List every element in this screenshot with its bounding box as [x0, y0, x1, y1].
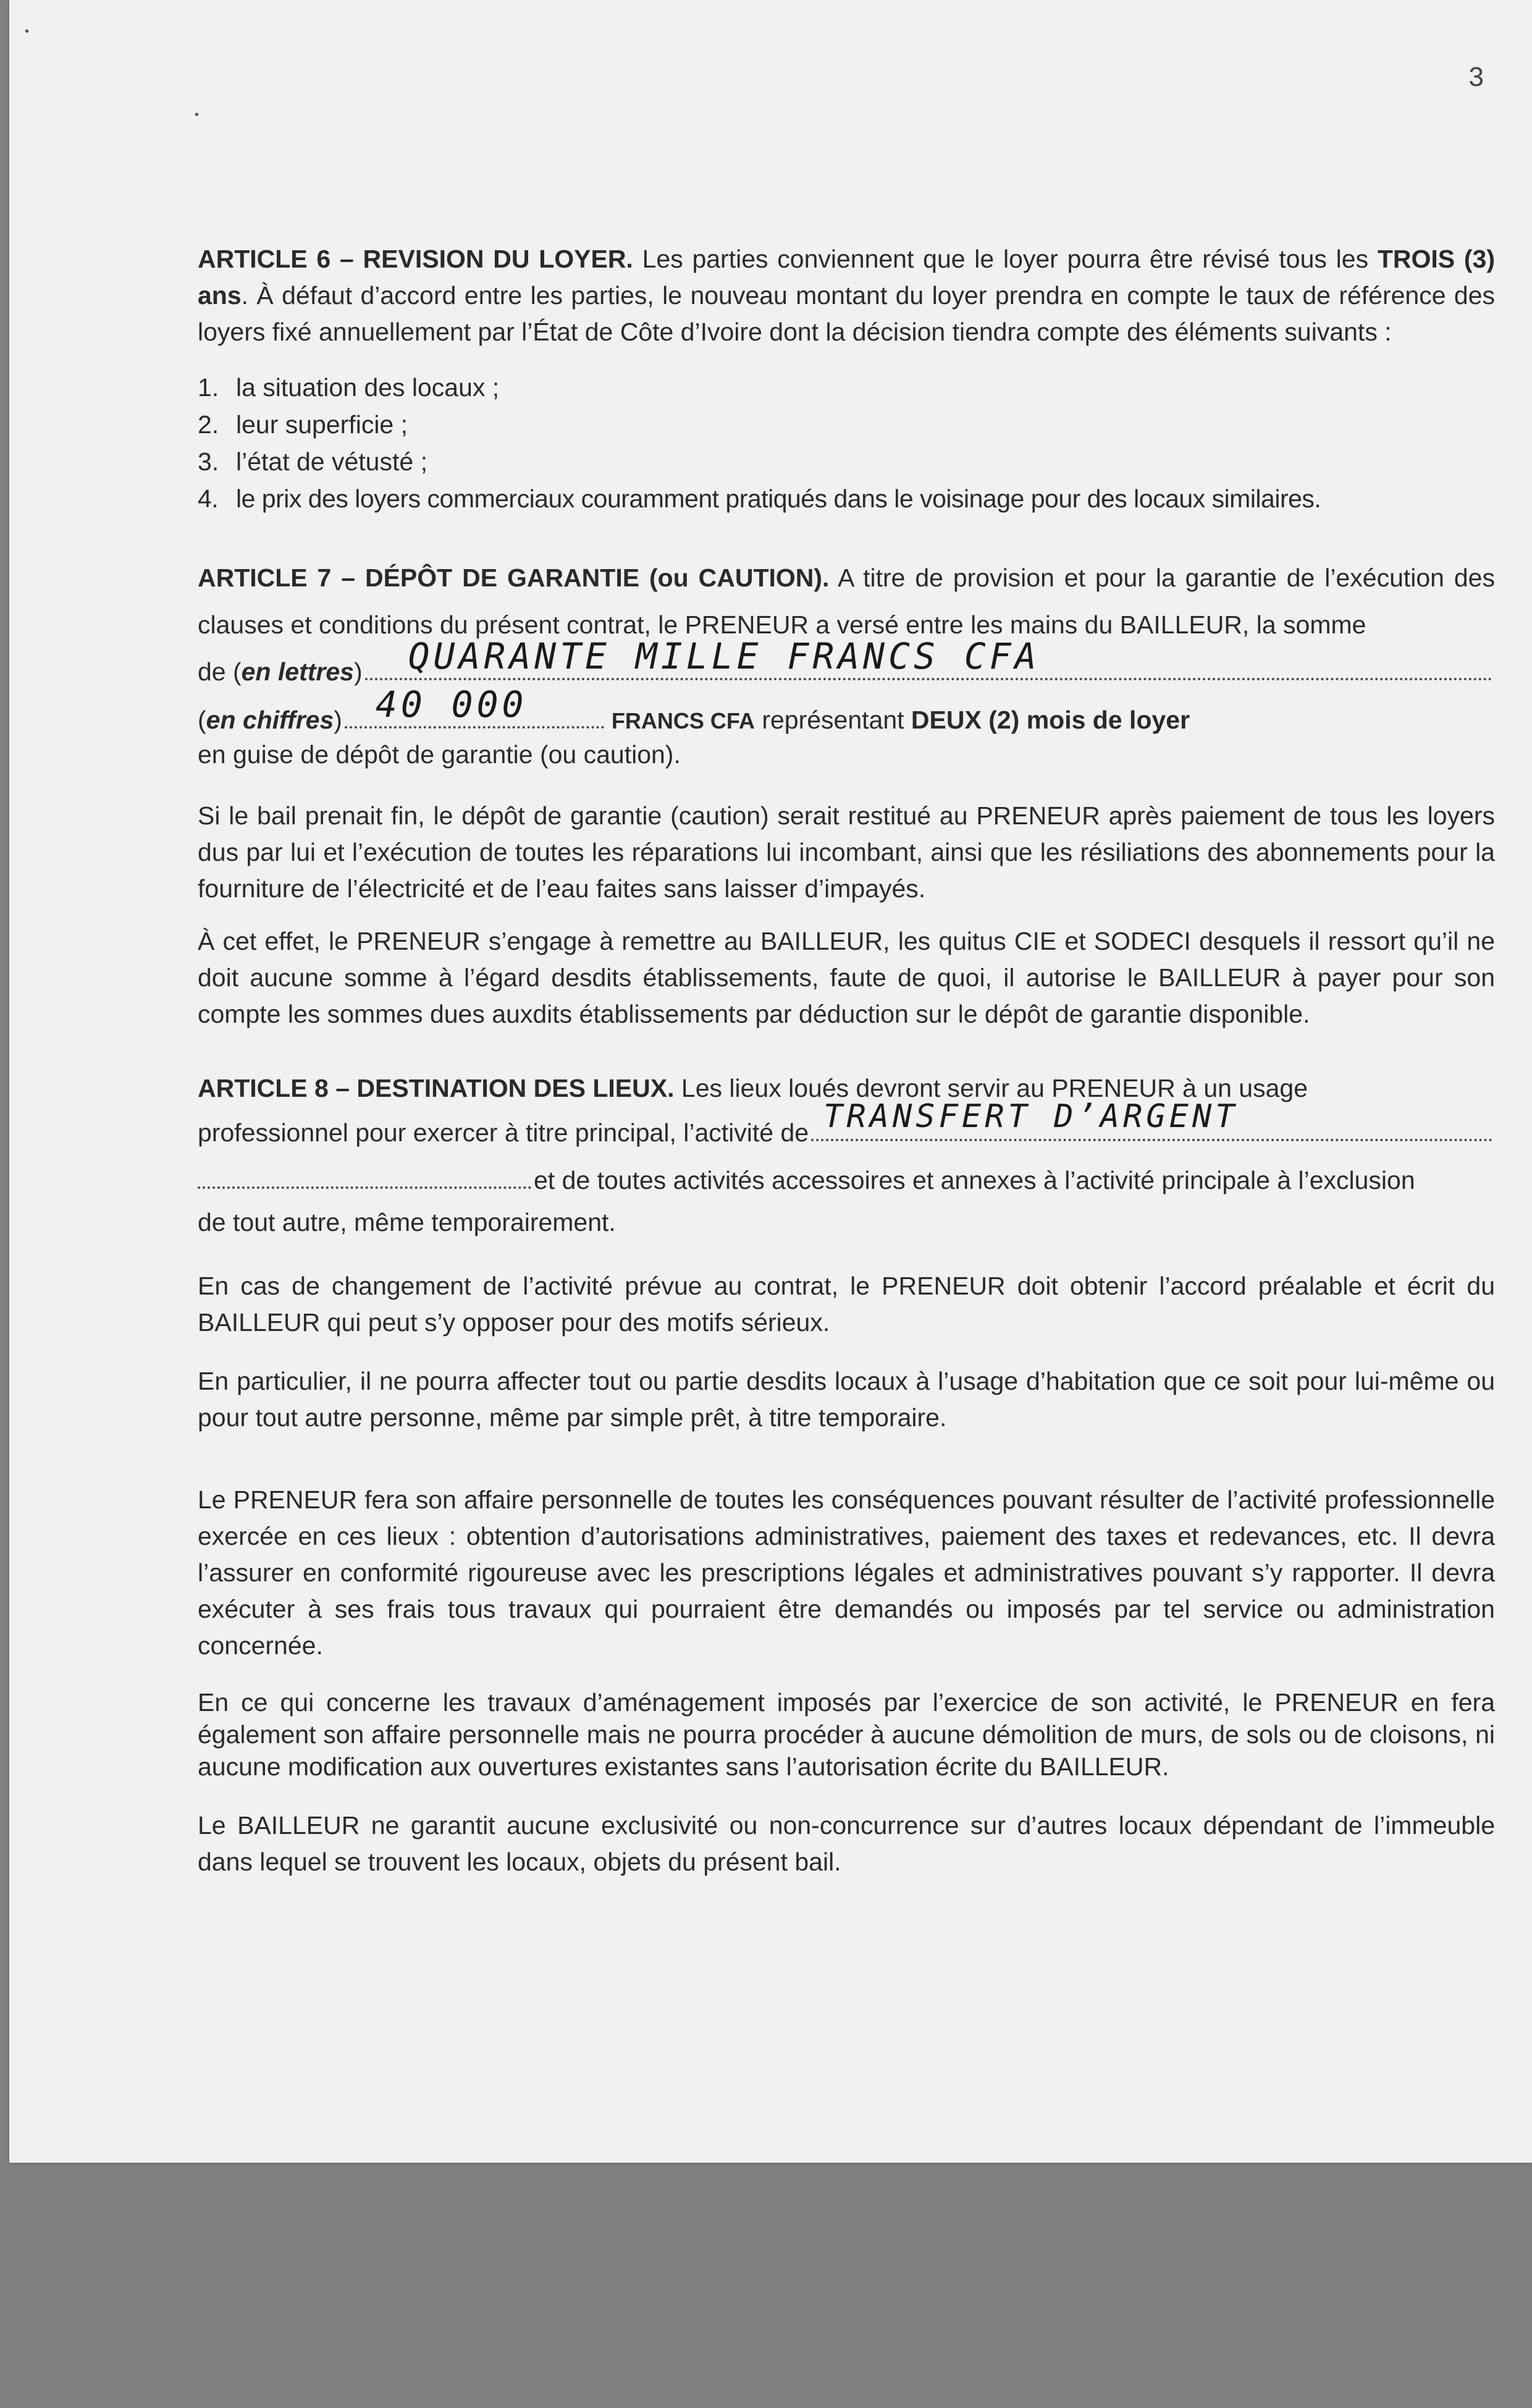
list-item — [198, 406, 1495, 443]
months-of-rent: DEUX (2) mois de loyer — [911, 706, 1190, 734]
activity-line — [198, 1098, 1495, 1157]
list-item-number: 2. — [198, 410, 219, 439]
handwritten-amount-figures: 40 000 — [375, 683, 528, 725]
article-6-paragraph — [198, 241, 1495, 350]
currency-label: FRANCS CFA — [611, 708, 755, 733]
document-page — [9, 0, 1532, 2163]
handwritten-amount-letters: QUARANTE MILLE FRANCS CFA — [408, 635, 1040, 677]
guarantee-suffix: en guise de dépôt de garantie (ou caution). — [198, 740, 681, 769]
article-7-refund-paragraph: Si le bail prenait fin, le dépôt de garantie (caution) serait restitué au PRENEUR après paiement de tous les loyers dus par lui et l’exécution de toutes les réparations lui incombant, ainsi que les résiliations des abonnements pour la fourniture de l’électricité et de l’eau faites sans laisser d’impayés. — [198, 801, 1495, 903]
article-8-intro: Les lieux loués devront servir au PRENEUR à un usage — [674, 1074, 1308, 1102]
amount-letters-suffix: ) — [353, 657, 363, 686]
amount-figures-label-text: en chiffres — [206, 706, 334, 734]
scan-speck: • — [25, 25, 30, 38]
list-item-number: 1. — [198, 373, 219, 402]
list-item-number: 4. — [198, 484, 219, 513]
article-8-section — [198, 1068, 1495, 1880]
amount-letters-field — [365, 635, 1492, 680]
article-6-text-after: . À défaut d’accord entre les parties, le nouveau montant du loyer prendra en compte le taux de référence des loyers fixé annuellement par l’État de Côte d’Ivoire dont la décision tiendra compte des éléments suivants : — [198, 281, 1495, 346]
activity-prefix: professionnel pour exercer à titre principal, l’activité de — [198, 1118, 809, 1147]
activity-continuation-line — [198, 1157, 1495, 1203]
page-number: 3 — [1468, 62, 1484, 92]
amount-figures-suffix: ) — [334, 706, 342, 734]
list-item-text: la situation des locaux ; — [236, 373, 500, 402]
represents-text: représentant — [754, 706, 911, 734]
article-6-title: ARTICLE 6 – REVISION DU LOYER. — [198, 245, 633, 273]
list-item-text: le prix des loyers commerciaux couramment pratiqués dans le voisinage pour des locaux similaires. — [236, 484, 1321, 513]
amount-letters-label-text: en lettres — [241, 657, 354, 686]
revision-criteria-list — [198, 369, 1495, 517]
article-7-quitus-paragraph: À cet effet, le PRENEUR s’engage à remettre au BAILLEUR, les quitus CIE et SODECI desquels il ressort qu’il ne doit aucune somme à l’égard desdits établissements, faute de quoi, il autorise le BAILLEUR à payer pour son compte les sommes dues auxdits établissements par déduction sur le dépôt de garantie disponible. — [198, 927, 1495, 1028]
article-8-title: ARTICLE 8 – DESTINATION DES LIEUX. — [198, 1074, 675, 1102]
list-item — [198, 480, 1495, 517]
amount-letters-prefix: de ( — [198, 657, 242, 686]
article-6-text-before: Les parties conviennent que le loyer pourra être révisé tous les — [633, 245, 1378, 273]
amount-letters-label — [198, 648, 363, 696]
list-item-text: l’état de vétusté ; — [236, 447, 427, 476]
article-8-habitation-paragraph: En particulier, il ne pourra affecter tout ou partie desdits locaux à l’usage d’habitation que ce soit pour lui-même ou pour tout autre personne, même par simple prêt, à titre temporaire. — [198, 1367, 1495, 1432]
article-7-intro: A titre de provision et pour la garantie de l’exécution des clauses et conditions du présent contrat, le PRENEUR a versé entre les mains du BAILLEUR, la somme — [198, 564, 1495, 639]
list-item-number: 3. — [198, 447, 219, 476]
document-body — [198, 241, 1495, 1903]
article-8-exclusivity-paragraph: Le BAILLEUR ne garantit aucune exclusivité ou non-concurrence sur d’autres locaux dépendant de l’immeuble dans lequel se trouvent les locaux, objets du présent bail. — [198, 1811, 1495, 1876]
activity-field — [811, 1098, 1492, 1141]
amount-figures-prefix: ( — [198, 706, 206, 734]
article-7-title: ARTICLE 7 – DÉPÔT DE GARANTIE (ou CAUTION). — [198, 564, 830, 592]
list-item-text: leur superficie ; — [236, 410, 408, 439]
article-8-consequences-paragraph: Le PRENEUR fera son affaire personnelle de toutes les conséquences pouvant résulter de l’activité professionnelle exercée en ces lieux : obtention d’autorisations administratives, paiement des taxes et redevances, etc. Il devra l’assurer en conformité rigoureuse avec les prescriptions légales et administratives pouvant s’y rapporter. Il devra exécuter à ses frais tous travaux qui pourraient être demandés ou imposés par tel service ou administration concernée. — [198, 1485, 1495, 1660]
handwritten-activity: TRANSFERT D’ARGENT — [823, 1098, 1239, 1135]
list-item — [198, 443, 1495, 480]
activity-continuation-dots — [198, 1168, 531, 1189]
scan-speck: • — [195, 108, 200, 122]
activity-end: de tout autre, même temporairement. — [198, 1208, 616, 1236]
amount-figures-field — [345, 683, 604, 729]
activity-suffix: et de toutes activités accessoires et annexes à l’activité principale à l’exclusion — [534, 1166, 1415, 1194]
article-8-change-paragraph: En cas de changement de l’activité prévue au contrat, le PRENEUR doit obtenir l’accord préalable et écrit du BAILLEUR qui peut s’y opposer pour des motifs sérieux. — [198, 1272, 1495, 1337]
article-8-works-paragraph: En ce qui concerne les travaux d’aménagement imposés par l’exercice de son activité, le PRENEUR en fera également son affaire personnelle mais ne pourra procéder à aucune démolition de murs, de sols ou de cloisons, ni aucune modification aux ouvertures existantes sans l’autorisation écrite du BAILLEUR. — [198, 1688, 1495, 1781]
list-item — [198, 369, 1495, 406]
amount-figures-tail — [612, 696, 1190, 745]
article-6-period: TROIS (3) ans — [198, 245, 1495, 310]
